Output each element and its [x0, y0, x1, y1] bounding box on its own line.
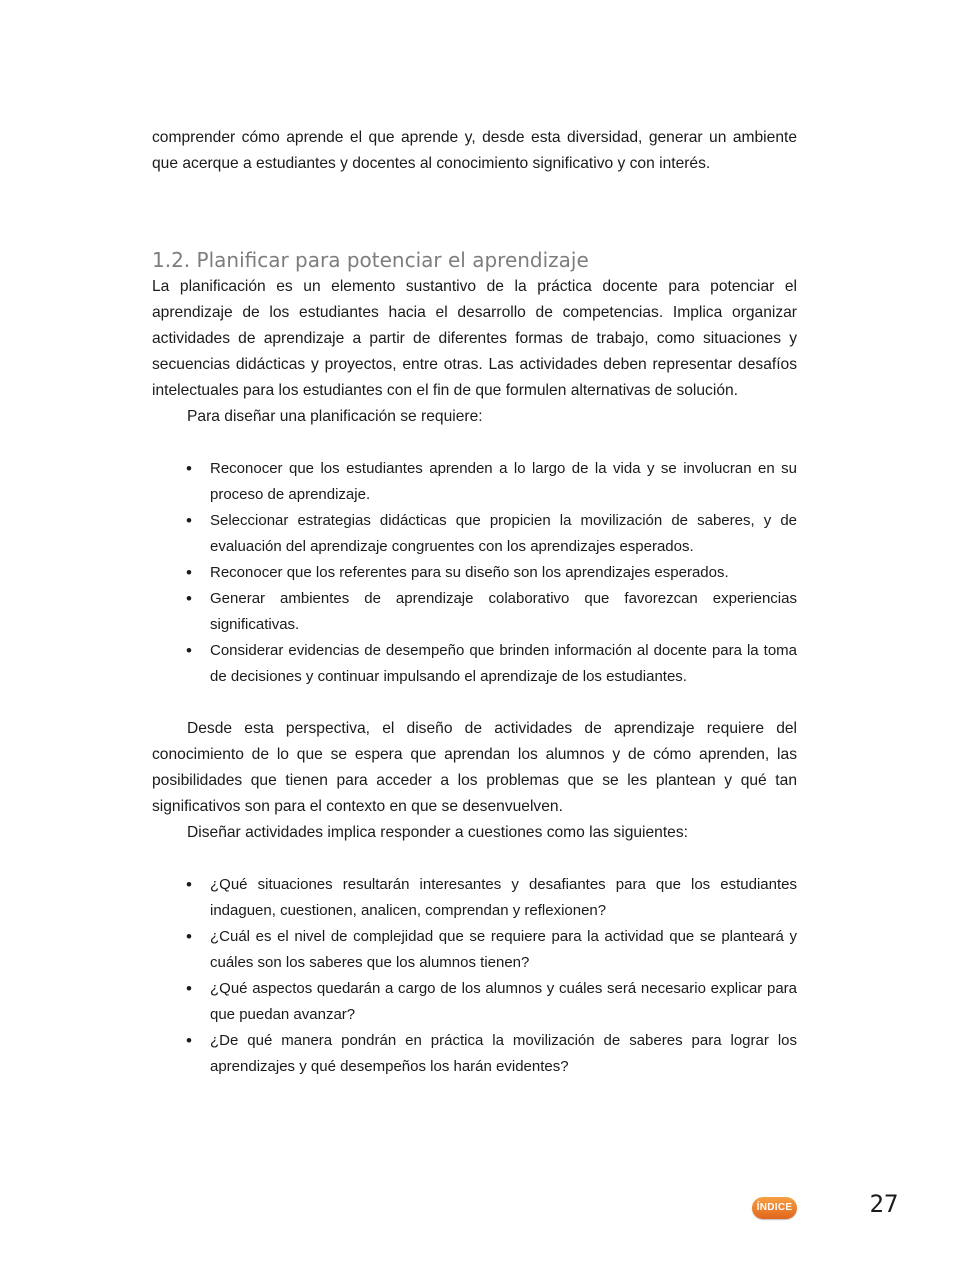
- section-paragraph-1: La planificación es un elemento sustantivo de la práctica docente para potenciar el aprendizaje de los estudiantes hacia el desarrollo de competencias. Implica organizar actividades de aprendizaje a partir de diferentes formas de trabajo, como situaciones y secuencias didácticas y proyectos, entre otras. Las actividades deben representar desafíos intelectuales para los estudiantes con el fin de que formulen alternativas de solución.: [152, 278, 797, 399]
- list-item: • ¿Cuál es el nivel de complejidad que se requiere para la actividad que se planteará y cuáles son los saberes que los alumnos tienen?: [210, 924, 797, 976]
- list-item: • Seleccionar estrategias didácticas que propicien la movilización de saberes, y de evaluación del aprendizaje congruentes con los aprendizajes esperados.: [210, 508, 797, 560]
- list-item: • ¿Qué situaciones resultarán interesantes y desafiantes para que los estudiantes indaguen, cuestionen, analicen, comprendan y reflexionen?: [210, 872, 797, 924]
- list-item: • Generar ambientes de aprendizaje colaborativo que favorezcan experiencias significativas.: [210, 586, 797, 638]
- index-button[interactable]: ÍNDICE: [752, 1197, 797, 1219]
- questions-intro: Diseñar actividades implica responder a cuestiones como las siguientes:: [187, 824, 688, 841]
- list-item: • Considerar evidencias de desempeño que brinden información al docente para la toma de decisiones y continuar impulsando el aprendizaje de los estudiantes.: [210, 638, 797, 690]
- section-paragraph-2: Desde esta perspectiva, el diseño de actividades de aprendizaje requiere del conocimiento de lo que se espera que aprendan los alumnos y de cómo aprenden, las posibilidades que tienen para acceder a los problemas que se les plantean y qué tan significativos son para el contexto en que se desenvuelven.: [152, 720, 797, 815]
- section-title: 1.2. Planificar para potenciar el aprendizaje: [152, 248, 589, 272]
- list-item: • ¿De qué manera pondrán en práctica la movilización de saberes para lograr los aprendizajes y qué desempeños los harán evidentes?: [210, 1028, 797, 1080]
- requirements-intro: Para diseñar una planificación se requiere:: [187, 408, 483, 425]
- list-item: • Reconocer que los estudiantes aprenden a lo largo de la vida y se involucran en su proceso de aprendizaje.: [210, 456, 797, 508]
- requirements-list: [152, 456, 797, 690]
- questions-list: [152, 872, 797, 1080]
- page-number: 27: [869, 1190, 899, 1218]
- page-content: [152, 125, 797, 1080]
- intro-paragraph: comprender cómo aprende el que aprende y, desde esta diversidad, generar un ambiente que acerque a estudiantes y docentes al conocimiento significativo y con interés.: [152, 129, 797, 172]
- list-item: • Reconocer que los referentes para su diseño son los aprendizajes esperados.: [210, 560, 797, 586]
- list-item: • ¿Qué aspectos quedarán a cargo de los alumnos y cuáles será necesario explicar para que puedan avanzar?: [210, 976, 797, 1028]
